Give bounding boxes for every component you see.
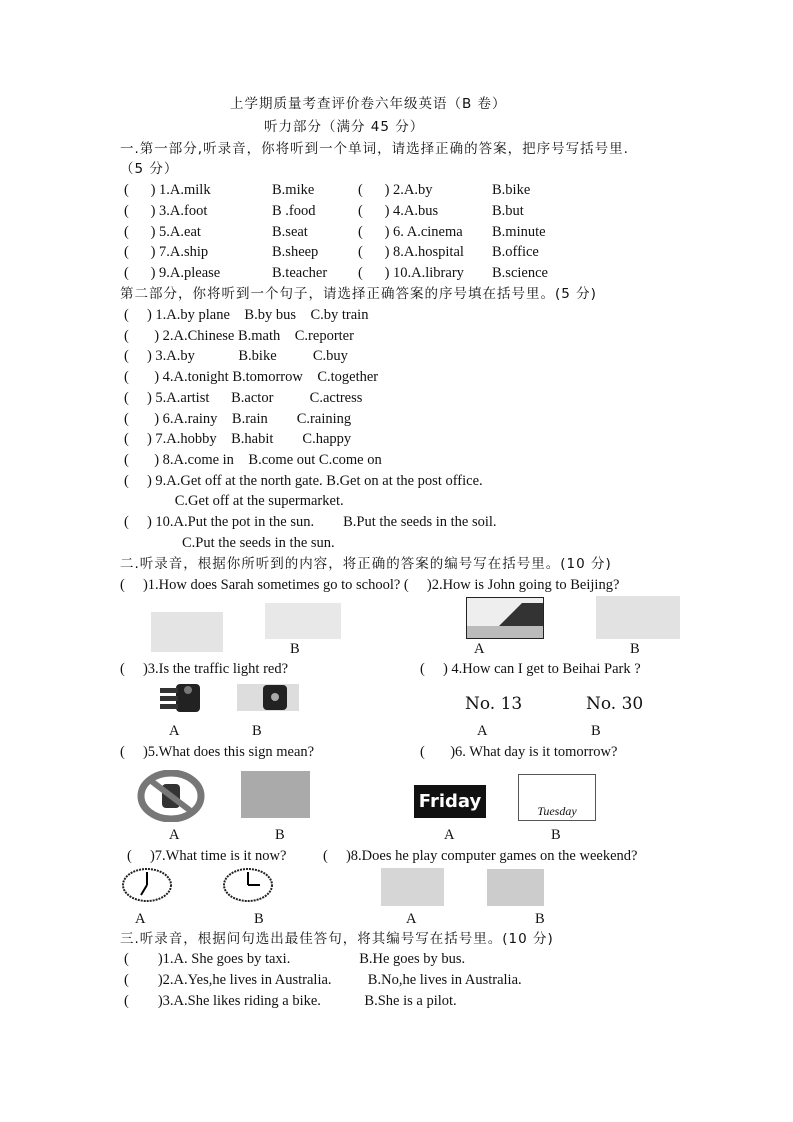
question-5: ( )5.What does this sign mean? [120,744,315,760]
section2-header: 二.听录音，根据你所听到的内容，将正确的答案的编号写在括号里。(10 分) [120,556,612,572]
part2-item: ( ) 2.A.Chinese B.math C.reporter [124,327,354,344]
friday-image: Friday [414,785,486,818]
part1-option-b-left: B.mike [272,182,315,198]
part2-item: ( ) 3.A.by B.bike C.buy [124,348,348,365]
clock-seven-image [121,867,173,903]
tuesday-calendar-image: Tuesday [518,774,596,821]
bus-number-a: No. 13 [465,694,523,714]
part1-option-b-right: B.office [492,244,539,261]
part1-option-b-left: B.teacher [272,265,328,282]
part1-option-b-right: B.science [492,265,548,282]
traffic-light-green-image [237,684,299,711]
question-6: ( )6. What day is it tomorrow? [420,744,618,760]
option-label: A [477,723,488,739]
question-7: ( )7.What time is it now? [127,848,287,864]
part2-item: ( ) 8.A.come in B.come out C.come on [124,451,382,468]
question-3: ( )3.Is the traffic light red? [120,661,289,677]
no-entry-hand-sign-image [136,770,206,822]
traffic-light-red-image [160,684,200,712]
part2-item: ( ) 6.A.rainy B.rain C.raining [124,410,352,427]
option-label: B [290,641,300,657]
section3-item: ( )2.A.Yes,he lives in Australia. B.No,he lives in Australia. [124,971,522,988]
part2-item: C.Get off at the supermarket. [124,493,344,510]
part1-option-b-right: B.but [492,202,524,219]
section3-item: ( )3.A.She likes riding a bike. B.She is a pilot. [124,992,457,1009]
option-label: B [275,827,285,843]
part1-item-left: ( ) 3.A.foot [124,202,208,219]
clock-three-image [222,867,274,903]
walking-to-school-image [151,612,223,652]
part2-item: ( ) 7.A.hobby B.habit C.happy [124,431,352,448]
part1-header: 一.第一部分,听录音，你将听到一个单词，请选择正确的答案，把序号写括号里. [120,141,629,157]
plane-image [596,596,680,639]
option-label: A [444,827,455,843]
part1-item-left: ( ) 5.A.eat [124,223,201,240]
part2-item: ( ) 10.A.Put the pot in the sun. B.Put the seeds in the soil. [124,514,497,530]
part1-option-b-left: B .food [272,202,316,219]
option-label: A [169,827,180,843]
part1-option-b-left: B.sheep [272,244,319,261]
option-label: A [135,911,146,927]
part1-option-b-left: B.seat [272,223,308,240]
option-label: B [630,641,640,657]
part2-item: ( ) 9.A.Get off at the north gate. B.Get on at the post office. [124,472,483,489]
part1-item-left: ( ) 9.A.please [124,265,221,282]
part2-item: C.Put the seeds in the sun. [124,534,335,551]
option-label: B [591,723,601,739]
part2-header: 第二部分，你将听到一个句子，请选择正确答案的序号填在括号里。(5 分) [120,286,597,302]
part1-item-right: ( ) 4.A.bus [358,202,439,219]
boy-playing-outside-image [487,869,544,906]
option-label: B [254,911,264,927]
part2-item: ( ) 1.A.by plane B.by bus C.by train [124,307,369,323]
part1-score: （5 分） [120,161,179,177]
part1-item-right: ( ) 6. A.cinema [358,223,463,240]
question-1-2: ( )1.How does Sarah sometimes go to school? ( )2.How is John going to Beijing? [120,577,620,593]
part1-item-right: ( ) 2.A.by [358,182,433,198]
option-label: B [551,827,561,843]
page-subtitle: 听力部分（满分 45 分） [264,119,425,135]
section3-header: 三.听录音，根据问句选出最佳答句，将其编号写在括号里。(10 分) [120,931,554,947]
option-label: A [169,723,180,739]
part1-item-left: ( ) 1.A.milk [124,182,211,198]
part2-item: ( ) 4.A.tonight B.tomorrow C.together [124,369,379,386]
page-title: 上学期质量考查评价卷六年级英语（B 卷） [230,96,507,112]
part1-item-left: ( ) 7.A.ship [124,244,209,261]
option-label: B [535,911,545,927]
section3-item: ( )1.A. She goes by taxi. B.He goes by bus. [124,951,466,967]
part1-item-right: ( ) 10.A.library [358,265,464,282]
question-4: ( ) 4.How can I get to Beihai Park ? [420,661,641,677]
boy-computer-image [381,868,444,906]
bike-image [265,603,341,639]
bus-number-b: No. 30 [586,694,644,714]
option-label: A [474,641,485,657]
part1-option-b-right: B.bike [492,182,531,198]
question-8: ( )8.Does he play computer games on the weekend? [323,848,638,864]
option-label: B [252,723,262,739]
part1-option-b-right: B.minute [492,223,546,240]
train-image [466,597,544,639]
sign-image [241,771,310,818]
part1-item-right: ( ) 8.A.hospital [358,244,464,261]
option-label: A [406,911,417,927]
part2-item: ( ) 5.A.artist B.actor C.actress [124,389,363,406]
